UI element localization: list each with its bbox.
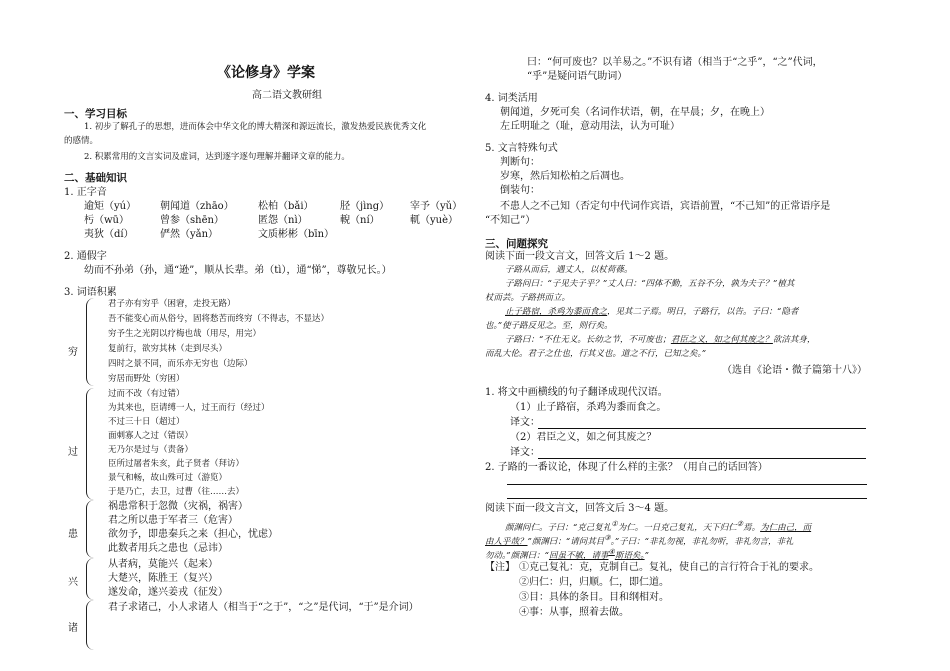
passage-1-line-7: 而乱大伦。君子之仕也，行其义也。道之不行，已知之矣。” [485, 349, 707, 359]
vocab-char-guo: 过 [68, 447, 78, 458]
huan-item: 欲勿予，即患秦兵之来（担心，忧虑） [108, 529, 278, 540]
answer-line-1a[interactable] [538, 428, 866, 429]
qiong-item: 复前行，欲穷其林（走到尽头） [108, 344, 228, 354]
passage-text: 焉。 [743, 522, 761, 533]
huoyong-2: 左丘明耻之（耻，意动用法，认为可耻） [500, 121, 680, 132]
passage-text: 子路曰：“不仕无义。长幼之节，不可废也； [505, 335, 671, 345]
vocab-zhu-cont-2: “乎”是疑问语气助词） [527, 71, 628, 82]
question-1: 1. 将文中画横线的句子翻译成现代汉语。 [485, 387, 668, 398]
note-1: ①克己复礼：克，克制自己。复礼，使自己的言行符合于礼的要求。 [519, 562, 819, 573]
document-title: 《论修身》学案 [217, 65, 315, 81]
underlined-sentence-1: 止子路宿，杀鸡为黍而食之 [505, 307, 608, 317]
qiong-item: 四时之景不同，而乐亦无穷也（边际） [108, 359, 253, 369]
vocab-char-huan: 患 [68, 529, 78, 540]
brace-zhu [86, 600, 97, 650]
vocab-zhu-cont-1: 曰：“何可废也？以羊易之。”不识有诸（相当于“之乎”，“之”代词， [527, 57, 823, 68]
passage-1-line-2: 子路问曰：“子见夫子乎？”丈人曰：“四体不勤，五谷不分，孰为夫子？”植其 [505, 279, 795, 289]
brace-xing [86, 558, 97, 600]
vocab-char-xing: 兴 [68, 577, 78, 588]
pron-r2-c5: 軏（yuè） [410, 215, 459, 226]
footnote-mark-2: ② [736, 519, 744, 528]
tongjia-text: 幼而不孙弟（孙，通“逊”，顺从长辈。弟（tì），通“悌”，尊敬兄长。） [84, 265, 392, 276]
xing-item: 从者病，莫能兴（起来） [108, 559, 218, 570]
footnote-mark-4: ④ [608, 547, 615, 556]
pron-r3-c1: 夷狄（dí） [84, 229, 134, 240]
daozhuang-label: 倒装句： [500, 185, 540, 196]
guo-item: 过而不改（有过错） [108, 389, 185, 399]
vocab-char-qiong: 穷 [68, 347, 78, 358]
guo-item: 为其来也，臣请缚一人，过王而行（经过） [108, 403, 270, 413]
pron-r2-c4: 輗（ní） [340, 215, 380, 226]
goal-1: 1. 初步了解孔子的思想，进而体会中华文化的博大精深和源远流长，激发热爱民族优秀文化 [84, 122, 427, 132]
pron-r3-c3: 文质彬彬（bīn） [258, 229, 335, 240]
guo-item: 面刺寡人之过（错误） [108, 431, 194, 441]
jushi-heading: 5. 文言特殊句式 [485, 143, 558, 154]
pron-r1-c5: 宰予（yǔ） [410, 201, 463, 212]
section-heading-goals: 一、学习目标 [64, 108, 127, 120]
tongjia-heading: 2. 通假字 [64, 251, 107, 262]
section-heading-inquiry: 三、问题探究 [485, 238, 548, 250]
answer-line-1b[interactable] [538, 458, 866, 459]
document-subtitle: 高二语文教研组 [252, 90, 322, 101]
answer-line-2b[interactable] [507, 498, 867, 499]
section-heading-basics: 二、基础知识 [64, 172, 127, 184]
guo-item: 臣所过屠者朱亥，此子贤者（拜访） [108, 459, 245, 469]
passage-text: 欲洁其身， [772, 335, 816, 345]
underlined-sentence-3-cont: 由人乎哉？ [485, 536, 528, 547]
question-2: 2. 子路的一番议论，体现了什么样的主张？（用自己的话回答） [485, 462, 768, 473]
passage-1-line-4 [505, 307, 798, 318]
panduan-label: 判断句： [500, 157, 540, 168]
passage-text: 。”子曰：“非礼勿视，非礼勿听，非礼勿言，非礼 [610, 536, 794, 547]
passage-2-line-3 [485, 546, 649, 562]
pron-r1-c2: 朝闻道（zhāo） [160, 201, 234, 212]
note-4: ④事：从事，照着去做。 [519, 607, 629, 618]
zhu-item: 君子求诸己，小人求诸人（相当于“之于”，“之”是代词，“于”是介词） [108, 602, 419, 613]
brace-huan [86, 500, 97, 558]
underlined-sentence-4: 回虽不敏，请事 [548, 550, 609, 561]
question-1a: （1）止子路宿，杀鸡为黍而食之。 [510, 402, 667, 413]
qiong-item: 穷予生之光阴以疗梅也哉（用尽，用完） [108, 329, 262, 339]
huan-item: 祸患常积于忽微（灾祸，祸害） [108, 501, 248, 512]
huoyong-1: 朝闻道，夕死可矣（名词作状语，朝，在早晨；夕，在晚上） [500, 107, 770, 118]
underlined-sentence-4-cont: 斯语矣。 [614, 550, 645, 561]
qiong-item: 穷居而野处（穷困） [108, 374, 185, 384]
guo-item: 不过三十日（超过） [108, 417, 185, 427]
panduan-text: 岁寒，然后知松柏之后凋也。 [500, 171, 630, 182]
answer-line-2a[interactable] [507, 484, 867, 485]
goal-2: 2. 积累常用的文言实词及虚词，达到逐字逐句理解并翻译文章的能力。 [84, 152, 350, 162]
reading-intro-1: 阅读下面一段文言文，回答文后 1～2 题。 [485, 251, 675, 262]
underlined-sentence-2: 君臣之义，如之何其废之？ [670, 335, 773, 345]
qiong-item: 吾不能变心而从俗兮，固将愁苦而终穷（不得志，不显达） [108, 314, 330, 324]
vocab-heading: 3. 词语积累 [64, 287, 117, 298]
pron-r3-c2: 俨然（yǎn） [160, 229, 219, 240]
pron-r2-c1: 杇（wū） [84, 215, 129, 226]
huan-item: 此数者用兵之患也（忌讳） [108, 543, 228, 554]
huan-item: 君之所以患于军者三（危害） [108, 515, 238, 526]
guo-item: 无乃尔是过与（责备） [108, 445, 194, 455]
pronunciation-heading: 1. 正字音 [64, 187, 107, 198]
huoyong-heading: 4. 词类活用 [485, 93, 538, 104]
note-3: ③目：具体的条目。目和纲相对。 [519, 592, 669, 603]
answer-label-1a: 译文： [510, 417, 540, 428]
passage-text: 勿动。”颜渊曰：“ [485, 550, 549, 561]
notes-label: 【注】 [485, 562, 515, 573]
underlined-sentence-3: 为仁由己，而 [760, 522, 812, 533]
pron-r1-c3: 松柏（bǎi） [258, 201, 314, 212]
footnote-mark-3: ③ [604, 533, 611, 542]
qiong-item: 君子亦有穷乎（困窘，走投无路） [108, 299, 236, 309]
passage-text: ” [644, 550, 649, 561]
reading-intro-2: 阅读下面一段文言文，回答文后 3～4 题。 [485, 503, 675, 514]
guo-item: 于是乃亡，去卫，过曹（往……去） [108, 487, 245, 497]
passage-1-line-3: 杖而芸。子路拱而立。 [485, 293, 571, 303]
passage-1-line-6 [505, 335, 815, 346]
pron-r2-c2: 曾参（shēn） [160, 215, 224, 226]
pron-r1-c1: 逾矩（yú） [84, 201, 137, 212]
passage-text: 为仁。一日克己复礼，天下归仁 [617, 522, 737, 533]
pron-r2-c3: 匿怨（nì） [258, 215, 308, 226]
passage-source: （选自《论语・微子篇第十八》） [722, 365, 867, 376]
goal-1-cont: 的感情。 [64, 136, 99, 146]
question-1b: （2）君臣之义，如之何其废之？ [510, 432, 657, 443]
passage-text: 颜渊问仁。子曰：“克己复礼 [505, 522, 612, 533]
brace-qiong [86, 298, 97, 386]
pron-r1-c4: 胫（jìng） [340, 201, 390, 212]
answer-label-1b: 译文： [510, 447, 540, 458]
xing-item: 大楚兴，陈胜王（复兴） [108, 573, 218, 584]
passage-1-line-1: 子路从而后，遇丈人，以杖荷蓧。 [505, 265, 633, 275]
xing-item: 遂发命，遂兴姜戎（征发） [108, 587, 228, 598]
daozhuang-text-2: “不知己”） [485, 215, 536, 226]
passage-1-line-5: 也。”使子路反见之。至，则行矣。 [485, 321, 613, 331]
note-2: ②归仁：归，归顺。仁，即仁道。 [519, 577, 669, 588]
vocab-char-zhu: 诸 [68, 623, 78, 634]
guo-item: 景气和畅，故山殊可过（游览） [108, 473, 228, 483]
passage-text: ，见其二子焉。明日，子路行，以告。子曰：“隐者 [607, 307, 799, 317]
passage-text: ”颜渊曰：“请问其目 [527, 536, 605, 547]
brace-guo [86, 388, 97, 500]
daozhuang-text-1: 不患人之不己知（否定句中代词作宾语，宾语前置，“不己知”的正常语序是 [500, 201, 831, 212]
footnote-mark-1: ① [611, 519, 618, 528]
